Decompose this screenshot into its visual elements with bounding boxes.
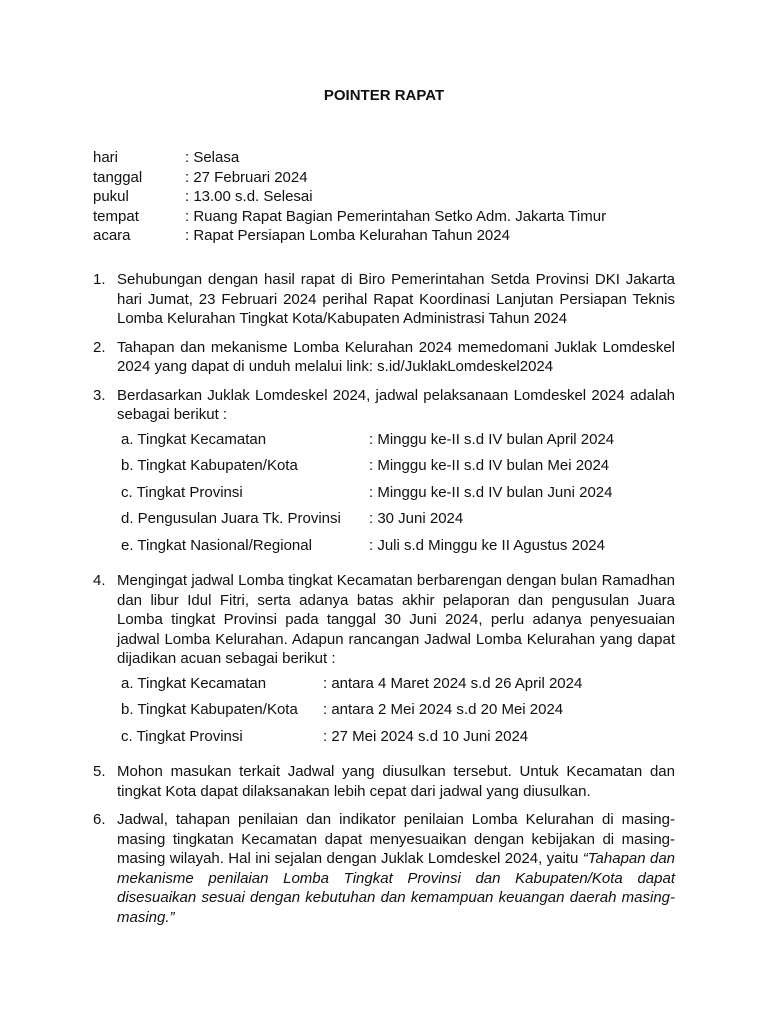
list-item — [93, 386, 675, 563]
schedule-label: a. Tingkat Kecamatan — [121, 430, 267, 448]
schedule-row — [117, 509, 675, 536]
schedule-label: c. Tingkat Provinsi — [121, 727, 243, 745]
schedule-value: : 27 Mei 2024 s.d 10 Juni 2024 — [323, 727, 529, 745]
meta-row-tanggal — [93, 168, 606, 188]
item-text: Sehubungan dengan hasil rapat di Biro Pemerintahan Setda Provinsi DKI Jakarta hari Jumat, 23 Februari 2024 perihal Rapat Koordinasi Lanjutan Persiapan Teknis Lomba Kelurahan Tingkat Kota/Kabupaten Administrasi Tahun 2024 — [117, 271, 675, 327]
meta-value: : Selasa — [185, 149, 240, 166]
item-text: Mengingat jadwal Lomba tingkat Kecamatan berbarengan dengan bulan Ramadhan dan libur Idul Fitri, serta adanya batas akhir pelaporan dan pengusulan Juara Lomba tingkat Provinsi pada tanggal 30 Juni 2024, perlu adanya penyesuaian jadwal Lomba Kelurahan. Adapun rancangan Jadwal Lomba Kelurahan yang dapat dijadikan acuan sebagai berikut : — [117, 572, 675, 667]
schedule-row — [117, 483, 675, 510]
meta-row-tempat — [93, 207, 606, 227]
item-number: 6. — [93, 811, 106, 828]
meta-row-hari — [93, 148, 606, 168]
item-text: Mohon masukan terkait Jadwal yang diusulkan tersebut. Untuk Kecamatan dan tingkat Kota dapat dilaksanakan lebih cepat dari jadwal yang diusulkan. — [117, 763, 675, 800]
schedule-label: a. Tingkat Kecamatan — [121, 674, 267, 692]
list-item — [93, 810, 675, 927]
meta-value: : 27 Februari 2024 — [185, 168, 308, 186]
meta-value: : Rapat Persiapan Lomba Kelurahan Tahun 2024 — [185, 227, 510, 244]
list-item — [93, 338, 675, 377]
item-text-with-quote — [117, 810, 675, 927]
item-number: 4. — [93, 572, 106, 589]
meta-row-acara — [93, 226, 606, 246]
list-item — [93, 571, 675, 753]
schedule-label: b. Tingkat Kabupaten/Kota — [121, 701, 298, 718]
schedule-label: e. Tingkat Nasional/Regional — [121, 536, 312, 554]
schedule-row — [117, 700, 675, 727]
list-item — [93, 270, 675, 329]
schedule-row — [117, 456, 675, 483]
meta-label: hari — [93, 149, 119, 166]
schedule-table — [117, 430, 675, 563]
meta-row-pukul — [93, 187, 606, 207]
item-text: Tahapan dan mekanisme Lomba Kelurahan 2024 memedomani Juklak Lomdeskel 2024 yang dapat di unduh melalui link: s.id/JuklakLomdeskel2024 — [117, 338, 675, 375]
quote-text: “Tahapan dan mekanisme penilaian Lomba Tingkat Provinsi dan Kabupaten/Kota dapat disesuaikan sesuai dengan kebutuhan dan kemampuan keuangan daerah masing-masing.” — [117, 850, 676, 926]
schedule-row — [117, 674, 675, 701]
item-number: 5. — [93, 763, 106, 780]
schedule-label: b. Tingkat Kabupaten/Kota — [121, 457, 298, 474]
schedule-value: : antara 2 Mei 2024 s.d 20 Mei 2024 — [323, 701, 564, 718]
item-number: 2. — [93, 338, 106, 356]
list-item — [93, 762, 675, 801]
item-number: 3. — [93, 386, 106, 404]
item-text: Berdasarkan Juklak Lomdeskel 2024, jadwal pelaksanaan Lomdeskel 2024 adalah sebagai berikut : — [117, 386, 675, 423]
schedule-label: d. Pengusulan Juara Tk. Provinsi — [121, 510, 341, 527]
item-text: Jadwal, tahapan penilaian dan indikator penilaian Lomba Kelurahan di masing-masing tingkatan Kecamatan dapat menyesuaikan dengan kebijakan di masing-masing wilayah. Hal ini sejalan dengan Juklak Lomdeskel 2024, yaitu — [117, 811, 675, 867]
meta-value: : Ruang Rapat Bagian Pemerintahan Setko Adm. Jakarta Timur — [185, 207, 607, 225]
page-title: POINTER RAPAT — [323, 87, 445, 104]
schedule-label: c. Tingkat Provinsi — [121, 483, 243, 501]
schedule-table — [117, 674, 675, 754]
item-number: 1. — [93, 271, 106, 288]
schedule-value: : Minggu ke-II s.d IV bulan Juni 2024 — [369, 483, 613, 501]
meeting-info — [93, 148, 606, 246]
schedule-value: : Minggu ke-II s.d IV bulan April 2024 — [369, 430, 615, 448]
schedule-value: : 30 Juni 2024 — [369, 510, 464, 527]
meta-label: pukul — [93, 188, 129, 205]
meta-value: : 13.00 s.d. Selesai — [185, 188, 313, 205]
schedule-value: : Juli s.d Minggu ke II Agustus 2024 — [369, 536, 605, 554]
meta-label: acara — [93, 227, 131, 244]
meta-label: tanggal — [93, 168, 143, 186]
pointer-list — [93, 270, 675, 936]
schedule-row — [117, 536, 675, 563]
meta-label: tempat — [93, 207, 139, 225]
schedule-row — [117, 727, 675, 754]
schedule-value: : Minggu ke-II s.d IV bulan Mei 2024 — [369, 457, 610, 474]
schedule-value: : antara 4 Maret 2024 s.d 26 April 2024 — [323, 674, 583, 692]
schedule-row — [117, 430, 675, 457]
